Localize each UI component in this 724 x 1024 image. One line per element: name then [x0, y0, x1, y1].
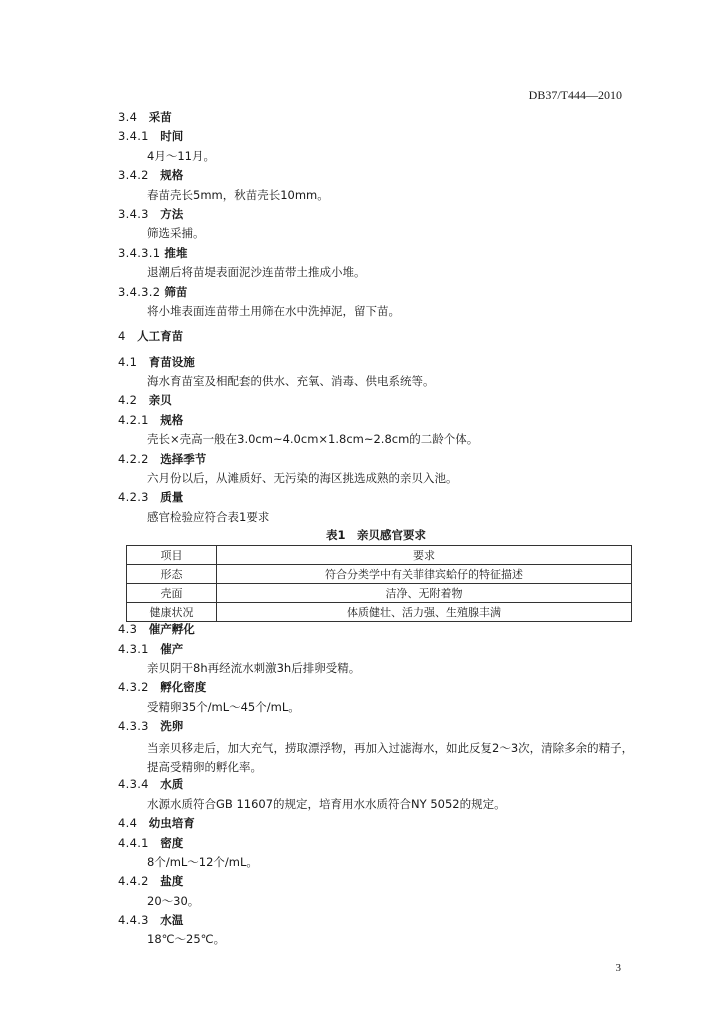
heading-4-2: 4.2 亲贝 — [118, 393, 172, 408]
body-4-2-2: 六月份以后，从滩质好、无污染的海区挑选成熟的亲贝入池。 — [147, 471, 458, 486]
body-3-4-3-1: 退潮后将苗堤表面泥沙连苗带土推成小堆。 — [147, 265, 366, 280]
body-3-4-1: 4月～11月。 — [147, 148, 215, 163]
body-4-4-2: 20～30。 — [147, 893, 200, 908]
body-4-2-3: 感官检验应符合表1要求 — [147, 509, 270, 524]
standard-code: DB37/T444—2010 — [528, 88, 622, 102]
heading-4-1: 4.1 育苗设施 — [118, 354, 195, 369]
table-cell: 洁净、无附着物 — [217, 584, 632, 603]
document-body — [118, 110, 634, 952]
body-4-3-1: 亲贝阴干8h再经流水刺激3h后排卵受精。 — [147, 660, 361, 675]
heading-4-4-1: 4.4.1 密度 — [118, 835, 184, 850]
body-4-4-3: 18℃～25℃。 — [147, 932, 226, 947]
heading-3-4-2: 3.4.2 规格 — [118, 168, 184, 183]
table-caption: 表1 亲贝感官要求 — [325, 528, 426, 543]
heading-4-3-2: 4.3.2 孵化密度 — [118, 680, 207, 695]
body-4-3-3: 当亲贝移走后，加大充气，捞取漂浮物，再加入过滤海水，如此反复2～3次，清除多余的精子，提高受精卵的孵化率。 — [147, 740, 634, 774]
heading-4-3-1: 4.3.1 催产 — [118, 641, 184, 656]
body-4-1: 海水育苗室及相配套的供水、充氧、消毒、供电系统等。 — [147, 374, 435, 389]
body-3-4-3-2: 将小堆表面连苗带土用筛在水中洗掉泥，留下苗。 — [147, 303, 400, 318]
table-cell: 健康状况 — [127, 603, 217, 622]
heading-4-2-1: 4.2.1 规格 — [118, 412, 184, 427]
table-cell: 体质健壮、活力强、生殖腺丰满 — [217, 603, 632, 622]
heading-3-4-3: 3.4.3 方法 — [118, 206, 184, 221]
heading-3-4-1: 3.4.1 时间 — [118, 129, 184, 144]
heading-4-4-2: 4.4.2 盐度 — [118, 874, 184, 889]
table-row — [127, 565, 632, 584]
heading-4-3-3: 4.3.3 洗卵 — [118, 719, 184, 734]
table-header-cell: 要求 — [217, 546, 632, 565]
sensory-requirements-table — [126, 545, 632, 622]
table-cell: 符合分类学中有关菲律宾蛤仔的特征描述 — [217, 565, 632, 584]
table-header-cell: 项目 — [127, 546, 217, 565]
body-3-4-3: 筛选采捕。 — [147, 226, 205, 241]
heading-4-2-3: 4.2.3 质量 — [118, 490, 184, 505]
heading-3-4-3-2: 3.4.3.2 筛苗 — [118, 284, 188, 299]
body-4-2-1: 壳长×壳高一般在3.0cm~4.0cm×1.8cm~2.8cm的二龄个体。 — [147, 432, 479, 447]
table-cell: 壳面 — [127, 584, 217, 603]
body-3-4-2: 春苗壳长5mm，秋苗壳长10mm。 — [147, 187, 329, 202]
heading-4-4-3: 4.4.3 水温 — [118, 913, 184, 928]
body-4-3-2: 受精卵35个/mL～45个/mL。 — [147, 699, 300, 714]
heading-4-3-4: 4.3.4 水质 — [118, 777, 184, 792]
heading-3-4: 3.4 采苗 — [118, 110, 172, 124]
heading-4-4: 4.4 幼虫培育 — [118, 816, 195, 831]
body-4-3-4: 水源水质符合GB 11607的规定，培育用水水质符合NY 5052的规定。 — [147, 796, 506, 811]
heading-4-2-2: 4.2.2 选择季节 — [118, 451, 207, 466]
table-row — [127, 603, 632, 622]
table-header-row — [127, 546, 632, 565]
page-number: 3 — [615, 962, 621, 974]
body-4-4-1: 8个/mL～12个/mL。 — [147, 854, 258, 869]
heading-4: 4 人工育苗 — [118, 329, 184, 344]
heading-3-4-3-1: 3.4.3.1 推堆 — [118, 245, 188, 260]
table-cell: 形态 — [127, 565, 217, 584]
heading-4-3: 4.3 催产孵化 — [118, 622, 195, 637]
table-row — [127, 584, 632, 603]
